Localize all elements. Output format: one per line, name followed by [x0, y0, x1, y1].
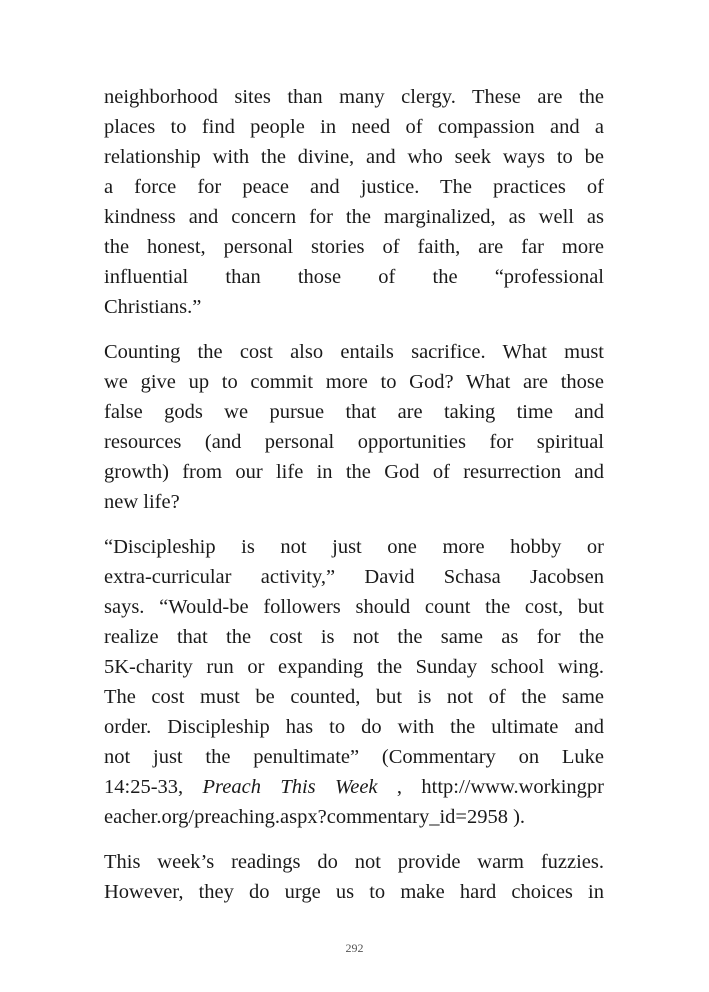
- text-line: not just the penultimate” (Commentary on Luke: [104, 746, 604, 768]
- text-line: says. “Would-be followers should count the cost, but: [104, 596, 604, 618]
- page-body: [104, 82, 604, 922]
- paragraph-1: [104, 82, 604, 322]
- text-line: Christians.”: [104, 296, 202, 318]
- text-line: growth) from our life in the God of resurrection and: [104, 461, 604, 483]
- text-line: influential than those of the “professional: [104, 266, 604, 288]
- citation-line: [104, 772, 604, 802]
- paragraph-4: [104, 847, 604, 907]
- text-line: places to find people in need of compassion and a: [104, 116, 604, 138]
- text-line: we give up to commit more to God? What are those: [104, 371, 604, 393]
- text-line: relationship with the divine, and who seek ways to be: [104, 146, 604, 168]
- text-line: “Discipleship is not just one more hobby or: [104, 536, 604, 558]
- text-line: This week’s readings do not provide warm fuzzies.: [104, 851, 604, 873]
- text-line: extra-curricular activity,” David Schasa Jacobsen: [104, 566, 604, 588]
- citation-url-end: eacher.org/preaching.aspx?commentary_id=2958 ).: [104, 806, 526, 828]
- text-line: order. Discipleship has to do with the ultimate and: [104, 716, 604, 738]
- text-line: a force for peace and justice. The practices of: [104, 176, 604, 198]
- text-line: new life?: [104, 491, 180, 513]
- text-line: resources (and personal opportunities for spiritual: [104, 431, 604, 453]
- text-line: However, they do urge us to make hard choices in: [104, 881, 604, 903]
- text-line: 5K-charity run or expanding the Sunday school wing.: [104, 656, 604, 678]
- publication-title: Preach This Week: [202, 776, 378, 798]
- page-number: 292: [345, 941, 364, 955]
- citation-prefix: 14:25-33,: [104, 776, 203, 798]
- paragraph-3: [104, 532, 604, 832]
- text-line: kindness and concern for the marginalized, as well as: [104, 206, 604, 228]
- text-line: Counting the cost also entails sacrifice. What must: [104, 341, 604, 363]
- text-line: neighborhood sites than many clergy. These are the: [104, 86, 604, 108]
- text-line: realize that the cost is not the same as for the: [104, 626, 604, 648]
- text-line: The cost must be counted, but is not of the same: [104, 686, 604, 708]
- citation-url-start: , http://www.workingpr: [377, 776, 604, 798]
- text-line: the honest, personal stories of faith, are far more: [104, 236, 604, 258]
- text-line: false gods we pursue that are taking time and: [104, 401, 604, 423]
- paragraph-2: [104, 337, 604, 517]
